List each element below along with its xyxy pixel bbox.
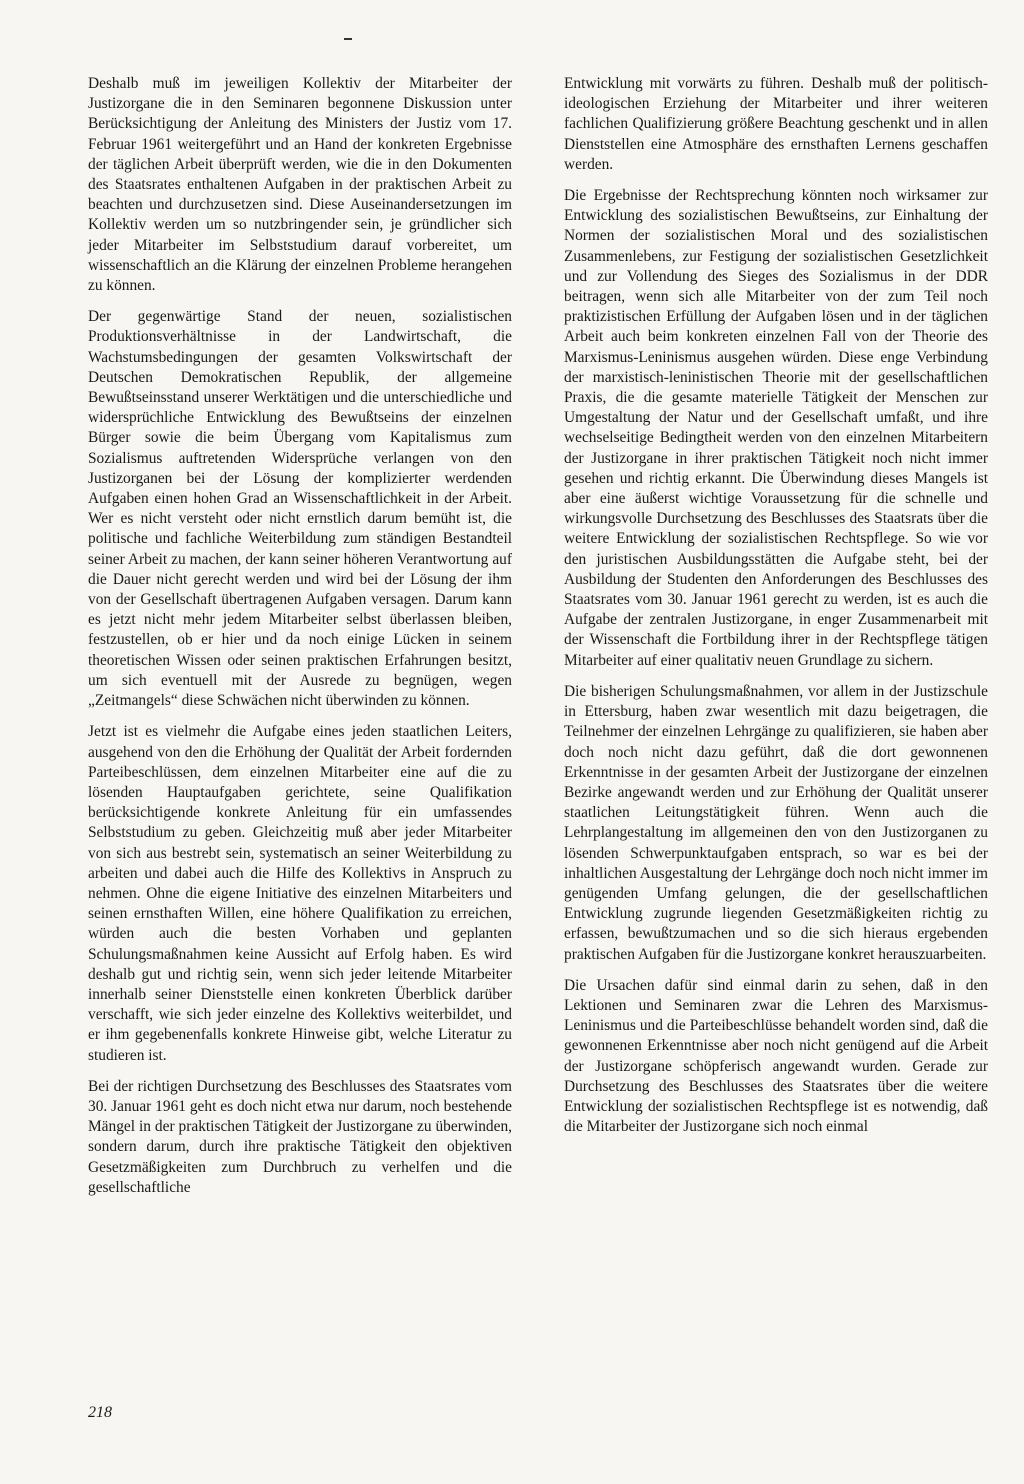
paragraph: Die Ergebnisse der Rechtsprechung könnten noch wirksamer zur Entwicklung des sozialistischen Bewußtseins, zur Einhaltung der Normen der sozialistischen Moral und des sozialistischen Zusammenlebens, zur Festigung der sozialistischen Gesetzlichkeit und zur Vollendung des Sieges des Sozialismus in der DDR beitragen, wenn sich alle Mitarbeiter von der zum Teil noch praktizistischen Erfüllung der Aufgaben lösen und in der täglichen Arbeit auch beim konkreten einzelnen Fall von der Theorie des Marxismus-Leninismus ausgehen würden. Diese enge Verbindung der marxistisch-leninistischen Theorie mit der gesellschaftlichen Praxis, die die gesamte materielle Tätigkeit der Menschen zur Umgestaltung der Natur und der Gesellschaft umfaßt, und ihre wechselseitige Bedingtheit werden von den einzelnen Mitarbeitern der Justizorgane in ihrer praktischen Tätigkeit noch nicht immer gesehen und richtig erkannt. Die Überwindung dieses Mangels ist aber eine äußerst wichtige Voraussetzung für die schnelle und wirkungsvolle Durchsetzung des Beschlusses des Staatsrats über die weitere Entwicklung der sozialistischen Rechtspflege. So wie vor den juristischen Ausbildungsstätten die Aufgabe steht, bei der Ausbildung der Studenten den Anforderungen des Beschlusses des Staatsrates vom 30. Januar 1961 gerecht zu werden, ist es auch die Aufgabe der zentralen Justizorgane, in enger Zusammenarbeit mit der Wissenschaft die Fortbildung ihrer in der Rechtspflege tätigen Mitarbeiter auf einer qualitativ neuen Grundlage zu sichern. [564,187,988,669]
left-column [88,74,512,1209]
paragraph: Die Ursachen dafür sind einmal darin zu sehen, daß in den Lektionen und Seminaren zwar die Lehren des Marxismus-Leninismus und die Parteibeschlüsse behandelt worden sind, daß die gewonnenen Erkenntnisse aber noch nicht genügend auf die Arbeit der Justizorgane schöpferisch angewandt wurden. Gerade zur Durchsetzung des Beschlusses des Staatsrates über die weitere Entwicklung der sozialistischen Rechtspflege ist es notwendig, daß die Mitarbeiter der Justizorgane sich noch einmal [564,976,988,1136]
print-mark [344,38,352,40]
page-number: 218 [88,1404,112,1421]
paragraph: Jetzt ist es vielmehr die Aufgabe eines jeden staatlichen Leiters, ausgehend von den die Erhöhung der Qualität der Arbeit fordernden Parteibeschlüssen, dem einzelnen Mitarbeiter eine auf die zu lösenden Hauptaufgaben gerichtete, seine Qualifikation berücksichtigende konkrete Anleitung für ein umfassendes Selbststudium zu geben. Gleichzeitig muß aber jeder Mitarbeiter von sich aus bestrebt sein, systematisch an seiner Weiterbildung zu arbeiten und dabei auch die Hilfe des Kollektivs in Anspruch zu nehmen. Ohne die eigene Initiative des einzelnen Mitarbeiters und seinen ernsthaften Willen, eine höhere Qualifikation zu erreichen, würden auch die besten Vorhaben und geplanten Schulungsmaßnahmen keine Aussicht auf Erfolg haben. Es wird deshalb gut und richtig sein, wenn sich jeder leitende Mitarbeiter innerhalb seiner Dienststelle einen konkreten Überblick darüber verschafft, wie sich jeder einzelne des Kollektivs weiterbildet, und er ihm gegebenenfalls konkrete Hinweise gibt, welche Literatur zu studieren ist. [88,723,512,1064]
paragraph: Deshalb muß im jeweiligen Kollektiv der Mitarbeiter der Justizorgane die in den Seminaren begonnene Diskussion unter Berücksichtigung der Anleitung des Ministers der Justiz vom 17. Februar 1961 weitergeführt und an Hand der konkreten Ergebnisse der täglichen Arbeit überprüft werden, wie die in den Dokumenten des Staatsrates enthaltenen Aufgaben in der praktischen Arbeit zu beachten und durchzusetzen sind. Diese Auseinandersetzungen im Kollektiv werden um so nutzbringender sein, je gründlicher sich jeder Mitarbeiter im Selbststudium darauf vorbereitet, um wissenschaftlich an die Klärung der einzelnen Probleme herangehen zu können. [88,75,512,295]
right-column [564,74,988,1148]
paragraph: Die bisherigen Schulungsmaßnahmen, vor allem in der Justizschule in Ettersburg, haben zwar wesentlich mit dazu beigetragen, die Teilnehmer der einzelnen Lehrgänge zu qualifizieren, sie haben aber doch noch nicht dazu geführt, daß die dort gewonnenen Erkenntnisse in der gesamten Arbeit der Justizorgane der einzelnen Bezirke angewandt werden und zur Erhöhung der Qualität unserer staatlichen Leitungstätigkeit führen. Wenn auch die Lehrplangestaltung im allgemeinen den von den Justizorganen zu lösenden Schwerpunktaufgaben entsprach, so war es bei der inhaltlichen Ausgestaltung der Lehrgänge doch noch nicht immer im genügenden Umfang gelungen, die der gesellschaftlichen Entwicklung zugrunde liegenden Gesetzmäßigkeiten richtig zu erfassen, bewußtzumachen und so die sich hieraus ergebenden praktischen Aufgaben für die Justizorgane konkret herauszuarbeiten. [564,682,988,963]
paragraph: Bei der richtigen Durchsetzung des Beschlusses des Staatsrates vom 30. Januar 1961 geht es doch nicht etwa nur darum, noch bestehende Mängel in der praktischen Tätigkeit der Justizorgane zu überwinden, sondern darum, durch ihre praktische Tätigkeit den objektiven Gesetzmäßigkeiten zum Durchbruch zu verhelfen und die gesellschaftliche [88,1077,512,1196]
paragraph: Entwicklung mit vorwärts zu führen. Deshalb muß der politisch-ideologischen Erziehung der Mitarbeiter und ihrer weiteren fachlichen Qualifizierung größere Beachtung geschenkt und in allen Dienststellen eine Atmosphäre des ernsthaften Lernens geschaffen werden. [564,75,988,173]
paragraph: Der gegenwärtige Stand der neuen, sozialistischen Produktionsverhältnisse in der Landwirtschaft, die Wachstumsbedingungen der gesamten Volkswirtschaft der Deutschen Demokratischen Republik, der allgemeine Bewußtseinsstand unserer Werktätigen und die unterschiedliche und widersprüchliche Entwicklung des Bewußtseins der einzelnen Bürger sowie die beim Übergang vom Kapitalismus zum Sozialismus auftretenden Widersprüche verlangen von den Justizorganen bei der Lösung der komplizierter werdenden Aufgaben einen hohen Grad an Wissenschaftlichkeit in der Arbeit. Wer es nicht versteht oder nicht ernstlich darum bemüht ist, die politische und fachliche Weiterbildung zum ständigen Bestandteil seiner Arbeit zu machen, der kann seiner höheren Verantwortung auf die Dauer nicht gerecht werden und wird bei der Lösung der ihm von der Gesellschaft übertragenen Aufgaben versagen. Darum kann es jetzt nicht mehr jedem Mitarbeiter selbst überlassen bleiben, festzustellen, ob er hier und da noch einige Lücken in seinem theoretischen Wissen oder seinen praktischen Erfahrungen besitzt, um sich eventuell mit der Ausrede zu begnügen, wegen „Zeitmangels“ diese Schwächen nicht überwinden zu können. [88,308,512,710]
